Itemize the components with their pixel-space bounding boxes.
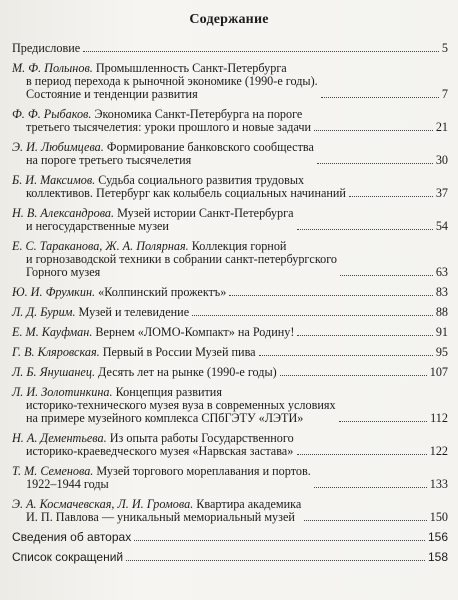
toc-entry-text	[12, 498, 301, 524]
toc-page-number: 63	[435, 265, 448, 279]
dot-leader	[280, 375, 427, 376]
toc-entry-author: Ф. Ф. Рыбаков.	[12, 107, 92, 121]
toc-page-number: 158	[427, 550, 448, 564]
toc-entry-author: Э. И. Любимцева.	[12, 140, 104, 154]
toc-entry-text	[12, 551, 123, 564]
toc-entry-line: и горнозаводской техники в собрании санкт-петербургского	[26, 252, 338, 266]
toc-entry-line: Музей истории Санкт-Петербурга	[117, 206, 294, 220]
toc-entry-first-line	[12, 107, 302, 121]
toc-entry-first-line	[12, 61, 287, 75]
toc-entry-text	[12, 531, 131, 544]
toc-entry-text	[12, 326, 294, 339]
dot-leader	[229, 295, 433, 296]
toc-entry-line: Горного музея	[26, 265, 101, 279]
toc-entry	[12, 366, 448, 379]
toc-page-number: 7	[441, 87, 448, 101]
toc-entry-author: Л. И. Золотинкина.	[12, 385, 113, 399]
dot-leader	[192, 315, 433, 316]
toc-entry-line: историко-технического музея вуза в современных условиях	[26, 398, 336, 412]
toc-entry-line: Десять лет на рынке (1990-е годы)	[98, 365, 277, 379]
toc-entry	[12, 207, 448, 233]
toc-entry-first-line	[12, 206, 294, 220]
toc-page-number: 54	[435, 219, 448, 233]
toc-entry-text	[12, 108, 311, 134]
toc-entry-line: Музей торгового мореплавания и портов.	[96, 464, 311, 478]
toc-entry-line: коллективов. Петербург как колыбель социальных начинаний	[26, 186, 346, 200]
toc-page-number: 21	[435, 120, 448, 134]
toc-page-number: 107	[429, 365, 448, 379]
dot-leader	[339, 421, 428, 422]
toc-entry-line: «Колпинский прожектъ»	[98, 285, 227, 299]
toc-page-number: 95	[435, 345, 448, 359]
toc-entry	[12, 240, 448, 279]
toc-entry-line: Концепция развития	[115, 385, 222, 399]
dot-leader	[297, 454, 427, 455]
toc-entry-first-line	[12, 41, 80, 55]
toc-entry-text	[12, 366, 277, 379]
toc-entry-line: и негосударственные музеи	[26, 219, 169, 233]
toc-page-number: 156	[427, 530, 448, 544]
toc-entry-line: Экономика Санкт-Петербурга на пороге	[94, 107, 303, 121]
toc-entry	[12, 498, 448, 524]
toc-entry-author: Н. В. Александрова.	[12, 206, 115, 220]
toc-entry-first-line	[12, 464, 311, 478]
dot-leader	[321, 97, 439, 98]
toc-entry	[12, 42, 448, 55]
toc-entry	[12, 346, 448, 359]
toc-entry-author: Е. С. Тараканова, Ж. А. Полярная.	[12, 239, 189, 253]
toc-entry-line: Предисловие	[12, 41, 81, 55]
toc-page-number: 91	[435, 325, 448, 339]
toc-entry-first-line	[12, 345, 256, 359]
dot-leader	[83, 51, 439, 52]
dot-leader	[259, 355, 433, 356]
toc-entry-text	[12, 432, 294, 458]
toc-entry-line: Первый в России Музей пива	[102, 345, 256, 359]
toc-entry-line: Из опыта работы Государственного	[109, 431, 294, 445]
toc-entry-author: Ю. И. Фрумкин.	[12, 285, 96, 299]
dot-leader	[314, 487, 427, 488]
dot-leader	[297, 229, 433, 230]
toc-entry	[12, 306, 448, 319]
dot-leader	[126, 560, 425, 561]
dot-leader	[349, 196, 433, 197]
toc-page-number: 37	[435, 186, 448, 200]
toc-entry-first-line	[12, 325, 294, 339]
toc-entry-first-line	[12, 365, 277, 379]
toc-entry-first-line	[12, 239, 286, 253]
toc-entry-author: Н. А. Дементьева.	[12, 431, 107, 445]
toc-entry	[12, 326, 448, 339]
toc-page-number: 122	[429, 444, 448, 458]
toc-entry-line: Квартира академика	[196, 497, 302, 511]
toc-entry-first-line	[12, 285, 226, 299]
toc-entry-text	[12, 240, 337, 279]
toc-entry	[12, 62, 448, 101]
toc-entry-line: Вернем «ЛОМО-Компакт» на Родину!	[95, 325, 295, 339]
toc-page-number: 133	[429, 477, 448, 491]
toc-entry-line: на примере музейного комплекса СПбГЭТУ «ЛЭТИ»	[26, 411, 304, 425]
toc-entry-line: Список сокращений	[12, 550, 124, 564]
toc-entry-first-line	[12, 140, 314, 154]
dot-leader	[314, 130, 433, 131]
toc-page-number: 83	[435, 285, 448, 299]
toc-entry-line: Состояние и тенденции развития	[26, 87, 198, 101]
toc-entry-text	[12, 306, 189, 319]
dot-leader	[340, 275, 433, 276]
toc-page-number: 5	[441, 41, 448, 55]
toc-entry	[12, 108, 448, 134]
toc-entry	[12, 465, 448, 491]
toc-entry-text	[12, 207, 294, 233]
toc-entry-text	[12, 174, 346, 200]
toc-entry-first-line	[12, 550, 123, 564]
toc-entry-author: Г. В. Кляровская.	[12, 345, 100, 359]
toc-entry-text	[12, 141, 314, 167]
toc-entry	[12, 174, 448, 200]
table-of-contents	[0, 42, 458, 564]
page-title: Содержание	[189, 12, 269, 27]
toc-entry-line: Сведения об авторах	[12, 530, 132, 544]
toc-entry-author: Е. М. Кауфман.	[12, 325, 93, 339]
toc-entry	[12, 141, 448, 167]
dot-leader	[134, 540, 425, 541]
toc-entry-first-line	[12, 385, 222, 399]
toc-entry-text	[12, 386, 336, 425]
toc-page-number: 88	[435, 305, 448, 319]
toc-entry-author: Т. М. Семенова.	[12, 464, 94, 478]
toc-entry-line: Музей и телевидение	[78, 305, 190, 319]
toc-entry-line: в период перехода к рыночной экономике (1990-е годы).	[26, 74, 318, 88]
toc-entry-author: Л. Д. Бурим.	[12, 305, 76, 319]
toc-entry-first-line	[12, 497, 301, 511]
toc-entry	[12, 286, 448, 299]
toc-entry-text	[12, 465, 311, 491]
toc-entry	[12, 551, 448, 564]
toc-entry-first-line	[12, 431, 294, 445]
toc-entry-text	[12, 286, 226, 299]
dot-leader	[317, 163, 433, 164]
toc-entry-line: Формирование банковского сообщества	[106, 140, 314, 154]
toc-entry-line: Коллекция горной	[191, 239, 287, 253]
toc-entry	[12, 531, 448, 544]
toc-entry-text	[12, 62, 318, 101]
toc-entry-text	[12, 42, 80, 55]
toc-entry-text	[12, 346, 256, 359]
toc-page-number: 112	[430, 411, 448, 425]
toc-entry	[12, 386, 448, 425]
toc-entry-line: на пороге третьего тысячелетия	[26, 153, 192, 167]
toc-entry-author: Э. А. Космачевская, Л. И. Громова.	[12, 497, 194, 511]
toc-entry	[12, 432, 448, 458]
toc-entry-line: историко-краеведческого музея «Нарвская застава»	[26, 444, 294, 458]
dot-leader	[297, 335, 432, 336]
toc-entry-line: Судьба социального развития трудовых	[98, 173, 305, 187]
toc-entry-author: Б. И. Максимов.	[12, 173, 96, 187]
toc-entry-author: М. Ф. Полынов.	[12, 61, 93, 75]
toc-page-number: 30	[435, 153, 448, 167]
toc-entry-first-line	[12, 530, 131, 544]
toc-entry-line: третьего тысячелетия: уроки прошлого и новые задачи	[26, 120, 312, 134]
toc-page-number: 150	[429, 510, 448, 524]
toc-entry-first-line	[12, 173, 304, 187]
toc-entry-line: 1922–1944 годы	[26, 477, 109, 491]
dot-leader	[304, 520, 426, 521]
toc-entry-line: Промышленность Санкт-Петербурга	[95, 61, 287, 75]
toc-entry-first-line	[12, 305, 189, 319]
toc-entry-line: И. П. Павлова — уникальный мемориальный музей	[26, 510, 295, 524]
toc-entry-author: Л. Б. Янушанец.	[12, 365, 95, 379]
